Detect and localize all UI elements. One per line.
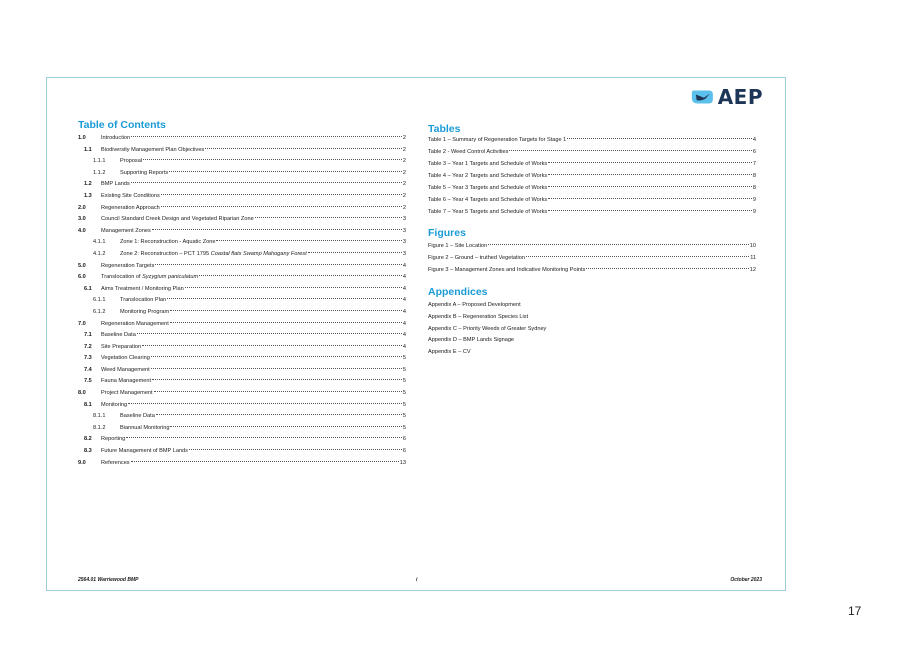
dot-leader: [128, 402, 402, 404]
toc-entry-number: 1.0: [78, 135, 86, 141]
toc-entry-page: 6: [402, 436, 406, 443]
dot-leader: [167, 297, 402, 299]
tables-entry[interactable]: [428, 206, 756, 218]
toc-entry-page: 3: [402, 227, 406, 234]
toc-entry-title-line: [101, 458, 406, 470]
toc-entry[interactable]: [78, 376, 406, 388]
toc-entry-page: 5: [402, 355, 406, 362]
toc-entry[interactable]: [78, 365, 406, 377]
toc-entry-title: [101, 330, 136, 342]
toc-entry-number: 8.2: [84, 436, 92, 443]
toc-entry-title-line: [120, 249, 406, 261]
tables-entry-page: 8: [752, 185, 756, 191]
figures-entry[interactable]: [428, 264, 756, 276]
toc-entry-title: [120, 156, 142, 168]
toc-entry-title-line: [120, 423, 406, 435]
toc-entry-page: 4: [402, 343, 406, 350]
toc-entry-title-italic: Coastal flats Swamp Mahogany Forest: [210, 250, 307, 257]
dot-leader: [170, 309, 402, 311]
toc-entry-title-line: [101, 145, 406, 157]
dot-leader: [152, 378, 402, 380]
tables-entry-page: 7: [752, 161, 756, 167]
toc-entry-title: [101, 284, 184, 296]
dot-leader: [548, 173, 752, 175]
tables-entry-title: Table 5 – Year 3 Targets and Schedule of Works: [428, 185, 548, 191]
toc-entry-title-line: [101, 365, 406, 377]
dot-leader: [152, 228, 402, 230]
toc-entry-page: 4: [402, 332, 406, 339]
logo-text: AEP: [717, 85, 763, 109]
toc-entry-title-text: Existing Site Conditions: [101, 192, 160, 199]
toc-entry-title-text: Baseline Data: [120, 413, 155, 420]
toc-entry[interactable]: [78, 272, 406, 284]
toc-entry-title: [101, 191, 160, 203]
toc-entry-page: 4: [402, 308, 406, 315]
toc-entry-title-line: [101, 342, 406, 354]
figures-entry-title: Figure 2 – Ground – truthed Vegetation: [428, 255, 526, 261]
dot-leader: [170, 425, 401, 427]
toc-entry-number: 1.1: [84, 146, 92, 153]
footer-date: October 2023: [730, 577, 762, 583]
dot-leader: [131, 135, 402, 137]
toc-entry-title: [120, 411, 155, 423]
tables-list: [428, 134, 756, 218]
toc-entry-title: [101, 133, 130, 145]
dot-leader: [142, 344, 402, 346]
toc-entry-number: 1.3: [84, 192, 92, 199]
toc-entry-title-text: BMP Lands: [101, 181, 130, 188]
toc-entry-title-text: References: [101, 459, 130, 466]
dot-leader: [567, 137, 752, 139]
dot-leader: [586, 267, 748, 269]
toc-entry-page: 5: [402, 390, 406, 397]
toc-entry-page: 5: [402, 413, 406, 420]
toc-entry[interactable]: [78, 179, 406, 191]
dot-leader: [131, 460, 399, 462]
toc-entry[interactable]: [78, 203, 406, 215]
toc-entry-number: 7.5: [84, 378, 92, 385]
toc-entry-title-text: Regeneration Management: [101, 320, 169, 327]
toc-entry-page: 2: [402, 169, 406, 176]
toc-entry-title: [120, 423, 169, 435]
toc-entry-title: [101, 272, 198, 284]
toc-entry[interactable]: [78, 307, 406, 319]
figures-entry[interactable]: [428, 252, 756, 264]
toc-entry-title-text: Site Preparation: [101, 343, 142, 350]
toc-entry-title-text: Management Zones: [101, 227, 151, 234]
toc-entry-page: 2: [402, 181, 406, 188]
tables-entry[interactable]: [428, 182, 756, 194]
toc-entry-page: 3: [402, 239, 406, 246]
toc-entry-title-text: Vegetation Clearing: [101, 355, 150, 362]
toc-entry-number: 8.3: [84, 448, 92, 455]
toc-entry[interactable]: [78, 446, 406, 458]
appendix-entry[interactable]: Appendix A – Proposed Development: [428, 302, 521, 308]
dot-leader: [137, 332, 402, 334]
toc-entry[interactable]: [78, 330, 406, 342]
toc-entry-page: 13: [399, 459, 406, 466]
toc-entry-title-text: Council Standard Creek Design and Vegetated Riparian Zone: [101, 216, 254, 223]
toc-entry-title-line: [120, 156, 406, 168]
toc-entry-number: 1.1.1: [93, 158, 106, 165]
tables-entry[interactable]: [428, 134, 756, 146]
toc-entry-page: 2: [402, 135, 406, 141]
toc-entry-number: 6.1.1: [93, 297, 106, 304]
toc-entry-title-line: [101, 376, 406, 388]
toc-entry-title: [120, 237, 215, 249]
tables-entry-title: Table 2 - Weed Control Activities: [428, 149, 509, 155]
appendix-entry[interactable]: Appendix C – Priority Weeds of Greater Sydney: [428, 325, 547, 332]
dot-leader: [526, 255, 749, 257]
toc-entry-title: [101, 446, 188, 458]
toc-entry-title: [101, 434, 125, 446]
toc-entry-title: [101, 400, 127, 412]
tables-entry-title: Table 7 – Year 5 Targets and Schedule of Works: [428, 209, 548, 215]
dot-leader: [151, 355, 402, 357]
toc-entry-page: 3: [402, 216, 406, 223]
dot-leader: [126, 436, 402, 438]
toc-entry[interactable]: [78, 411, 406, 423]
toc-entry-title-line: [101, 179, 406, 191]
tables-heading: Tables: [428, 123, 461, 135]
toc-entry-number: 1.2: [84, 181, 92, 188]
toc-entry-title: [101, 353, 150, 365]
figures-entry-title: Figure 3 – Management Zones and Indicative Monitoring Points: [428, 267, 586, 273]
toc-entry-number: 8.1.1: [93, 413, 106, 420]
aep-logo: [691, 85, 763, 109]
figures-entry-page: 11: [750, 255, 756, 261]
toc-entry-title-text: Regeneration Targets: [101, 262, 155, 269]
toc-entry-title-text: Zone 2: Reconstruction – PCT 1795: [120, 250, 211, 257]
toc-entry-title: [120, 307, 169, 319]
toc-entry-title-text: Translocation Plan: [120, 297, 167, 304]
toc-entry-title: [101, 388, 153, 400]
toc-entry-number: 8.1.2: [93, 424, 106, 431]
dot-leader: [161, 205, 402, 207]
dot-leader: [170, 321, 402, 323]
dot-leader: [143, 158, 402, 160]
toc-entry-page: 2: [402, 204, 406, 211]
tables-entry-title: Table 3 – Year 1 Targets and Schedule of Works: [428, 161, 548, 167]
toc-entry-title-line: [101, 191, 406, 203]
toc-entry-title-text: Aims Treatment / Monitoring Plan: [101, 285, 184, 292]
toc-entry-title-text: Project Management: [101, 390, 153, 397]
toc-entry-title-text: Weed Management: [101, 366, 150, 373]
toc-entry[interactable]: [78, 145, 406, 157]
toc-entry-number: 4.1.2: [93, 250, 106, 257]
toc-entry-title-text: Zone 1: Reconstruction - Aquatic Zone: [120, 239, 216, 246]
dot-leader: [161, 193, 402, 195]
toc-entry-page: 5: [402, 401, 406, 408]
dot-leader: [185, 286, 402, 288]
toc-entry-page: 2: [402, 192, 406, 199]
toc-entry-title: [101, 458, 130, 470]
tables-entry[interactable]: [428, 170, 756, 182]
figures-entry-title: Figure 1 – Site Location: [428, 243, 488, 249]
tables-entry-page: 9: [752, 197, 756, 203]
dot-leader: [488, 243, 749, 245]
toc-entry-title: [101, 203, 160, 215]
figures-heading: Figures: [428, 227, 466, 239]
toc-entry-title-text: Future Management of BMP Lands: [101, 448, 188, 455]
appendix-entry[interactable]: Appendix B – Regeneration Species List: [428, 313, 529, 320]
toc-entry-number: 7.2: [84, 343, 92, 350]
toc-entry-page: 3: [402, 250, 406, 257]
document-page: [46, 77, 786, 591]
toc-entry-title-line: [101, 133, 406, 145]
toc-entry-number: 7.1: [84, 332, 92, 339]
toc-entry-number: 9.0: [78, 459, 86, 466]
toc-entry-number: 6.1.2: [93, 308, 106, 315]
toc-entry-number: 8.1: [84, 401, 92, 408]
dot-leader: [255, 216, 402, 218]
tables-entry-title: Table 1 – Summary of Regeneration Targets for Stage 1: [428, 137, 567, 143]
tables-entry-page: 8: [752, 173, 756, 179]
toc-entry-title: [101, 179, 130, 191]
toc-entry[interactable]: [78, 156, 406, 168]
toc-entry-title-line: [120, 295, 406, 307]
toc-entry[interactable]: [78, 237, 406, 249]
toc-entry-title: [101, 376, 151, 388]
toc-entry-page: 2: [402, 158, 406, 165]
toc-entry-number: 1.1.2: [93, 169, 106, 176]
tables-entry-page: 9: [752, 209, 756, 215]
toc-entry-number: 6.1: [84, 285, 92, 292]
tables-entry-page: 4: [752, 137, 756, 143]
toc-list: [78, 133, 406, 469]
toc-entry-title-line: [101, 272, 406, 284]
footer-doc-id: 2564.01 Warriewood BMP: [78, 577, 139, 583]
tables-entry[interactable]: [428, 158, 756, 170]
toc-entry[interactable]: [78, 261, 406, 273]
toc-entry-title-line: [101, 330, 406, 342]
dot-leader: [548, 209, 752, 211]
toc-entry-title-text: Supporting Reports: [120, 169, 169, 176]
dot-leader: [216, 239, 401, 241]
toc-entry-title-line: [101, 446, 406, 458]
toc-entry-title-line: [101, 353, 406, 365]
tables-entry[interactable]: [428, 194, 756, 206]
toc-entry-title-text: Proposal: [120, 158, 143, 165]
toc-entry-page: 5: [402, 424, 406, 431]
dot-leader: [169, 170, 402, 172]
tables-entry-page: 6: [752, 149, 756, 155]
toc-entry-title-text: Biannual Monitoring: [120, 424, 170, 431]
toc-entry-title-line: [101, 400, 406, 412]
toc-entry[interactable]: [78, 423, 406, 435]
appendix-entry[interactable]: Appendix D – BMP Lands Signage: [428, 337, 515, 344]
toc-entry-title-text: Monitoring: [101, 401, 128, 408]
appendix-entry[interactable]: Appendix E – CV: [428, 349, 471, 356]
toc-entry[interactable]: [78, 458, 406, 470]
dot-leader: [548, 185, 752, 187]
toc-entry[interactable]: [78, 168, 406, 180]
toc-entry-number: 7.0: [78, 320, 86, 327]
toc-entry-title: [120, 249, 307, 261]
toc-entry-title-line: [101, 284, 406, 296]
toc-entry-title-text: Baseline Data: [101, 332, 136, 339]
toc-entry[interactable]: [78, 434, 406, 446]
toc-entry-title-italic: Syzygium paniculatum: [142, 274, 199, 281]
toc-entry-page: 4: [402, 274, 406, 281]
toc-entry-title-line: [101, 319, 406, 331]
appendices-list: [428, 300, 756, 359]
dot-leader: [156, 413, 402, 415]
dot-leader: [308, 251, 402, 253]
dot-leader: [155, 263, 401, 265]
toc-entry-page: 4: [402, 297, 406, 304]
tables-entry-title: Table 4 – Year 2 Targets and Schedule of Works: [428, 173, 548, 179]
toc-entry-number: 7.3: [84, 355, 92, 362]
dot-leader: [199, 274, 402, 276]
toc-entry-number: 2.0: [78, 204, 86, 211]
toc-entry-page: 2: [402, 146, 406, 153]
toc-entry-title: [101, 365, 150, 377]
figures-list: [428, 240, 756, 276]
toc-entry-title: [101, 319, 169, 331]
toc-entry-title-text: Fauna Management: [101, 378, 152, 385]
toc-entry-title: [101, 342, 141, 354]
toc-entry-title-line: [101, 203, 406, 215]
toc-entry-number: 4.1.1: [93, 239, 106, 246]
tables-entry[interactable]: [428, 146, 756, 158]
toc-entry-title-line: [101, 388, 406, 400]
toc-entry-number: 5.0: [78, 262, 86, 269]
appendices-heading: Appendices: [428, 286, 488, 298]
toc-entry-title-line: [101, 226, 406, 238]
figures-entry-page: 10: [749, 243, 756, 249]
toc-entry-title: [101, 261, 154, 273]
toc-entry-title-text: Monitoring Program: [120, 308, 170, 315]
toc-entry-page: 4: [402, 285, 406, 292]
dot-leader: [205, 147, 402, 149]
toc-entry-title-text: Introduction: [101, 135, 131, 141]
toc-entry[interactable]: [78, 400, 406, 412]
toc-entry-title-line: [101, 434, 406, 446]
toc-entry-title-text: Regeneration Approach: [101, 204, 160, 211]
dot-leader: [131, 181, 402, 183]
dot-leader: [548, 197, 752, 199]
toc-entry-page: 4: [402, 320, 406, 327]
toc-entry-title-line: [120, 411, 406, 423]
toc-entry-title: [101, 145, 204, 157]
tables-entry-title: Table 6 – Year 4 Targets and Schedule of Works: [428, 197, 548, 203]
toc-entry-title-line: [101, 261, 406, 273]
toc-entry[interactable]: [78, 295, 406, 307]
toc-entry-title-line: [120, 168, 406, 180]
toc-entry[interactable]: [78, 226, 406, 238]
dot-leader: [548, 161, 752, 163]
toc-entry-page: 4: [402, 262, 406, 269]
toc-entry-number: 3.0: [78, 216, 86, 223]
dot-leader: [154, 390, 402, 392]
toc-entry-page: 5: [402, 378, 406, 385]
toc-entry[interactable]: [78, 284, 406, 296]
page-number: 17: [848, 604, 862, 618]
toc-entry-number: 6.0: [78, 274, 86, 281]
figures-entry[interactable]: [428, 240, 756, 252]
toc-entry[interactable]: [78, 191, 406, 203]
toc-entry-title: [120, 295, 166, 307]
toc-entry[interactable]: [78, 319, 406, 331]
toc-heading: Table of Contents: [78, 119, 166, 131]
toc-entry-number: 4.0: [78, 227, 86, 234]
dot-leader: [509, 149, 751, 151]
toc-entry-page: 6: [402, 448, 406, 455]
toc-entry-title: [101, 226, 151, 238]
toc-entry-number: 7.4: [84, 366, 92, 373]
toc-entry-number: 8.0: [78, 390, 86, 397]
toc-entry-title-text: Biodiversity Management Plan Objectives: [101, 146, 205, 153]
bird-logo-icon: [691, 86, 714, 108]
toc-entry[interactable]: [78, 353, 406, 365]
toc-entry-title: [120, 168, 168, 180]
toc-entry-title-line: [101, 214, 406, 226]
toc-entry[interactable]: [78, 388, 406, 400]
toc-entry[interactable]: [78, 214, 406, 226]
footer-page-roman: i: [416, 577, 418, 583]
dot-leader: [151, 367, 402, 369]
toc-entry[interactable]: [78, 249, 406, 261]
toc-entry[interactable]: [78, 133, 406, 145]
dot-leader: [189, 448, 402, 450]
toc-entry[interactable]: [78, 342, 406, 354]
toc-entry-title-line: [120, 307, 406, 319]
toc-entry-title-text: Translocation of: [101, 274, 143, 281]
toc-entry-title: [101, 214, 254, 226]
toc-entry-page: 5: [402, 366, 406, 373]
toc-entry-title-line: [120, 237, 406, 249]
figures-entry-page: 12: [749, 267, 756, 273]
toc-entry-title-text: Reporting: [101, 436, 126, 443]
